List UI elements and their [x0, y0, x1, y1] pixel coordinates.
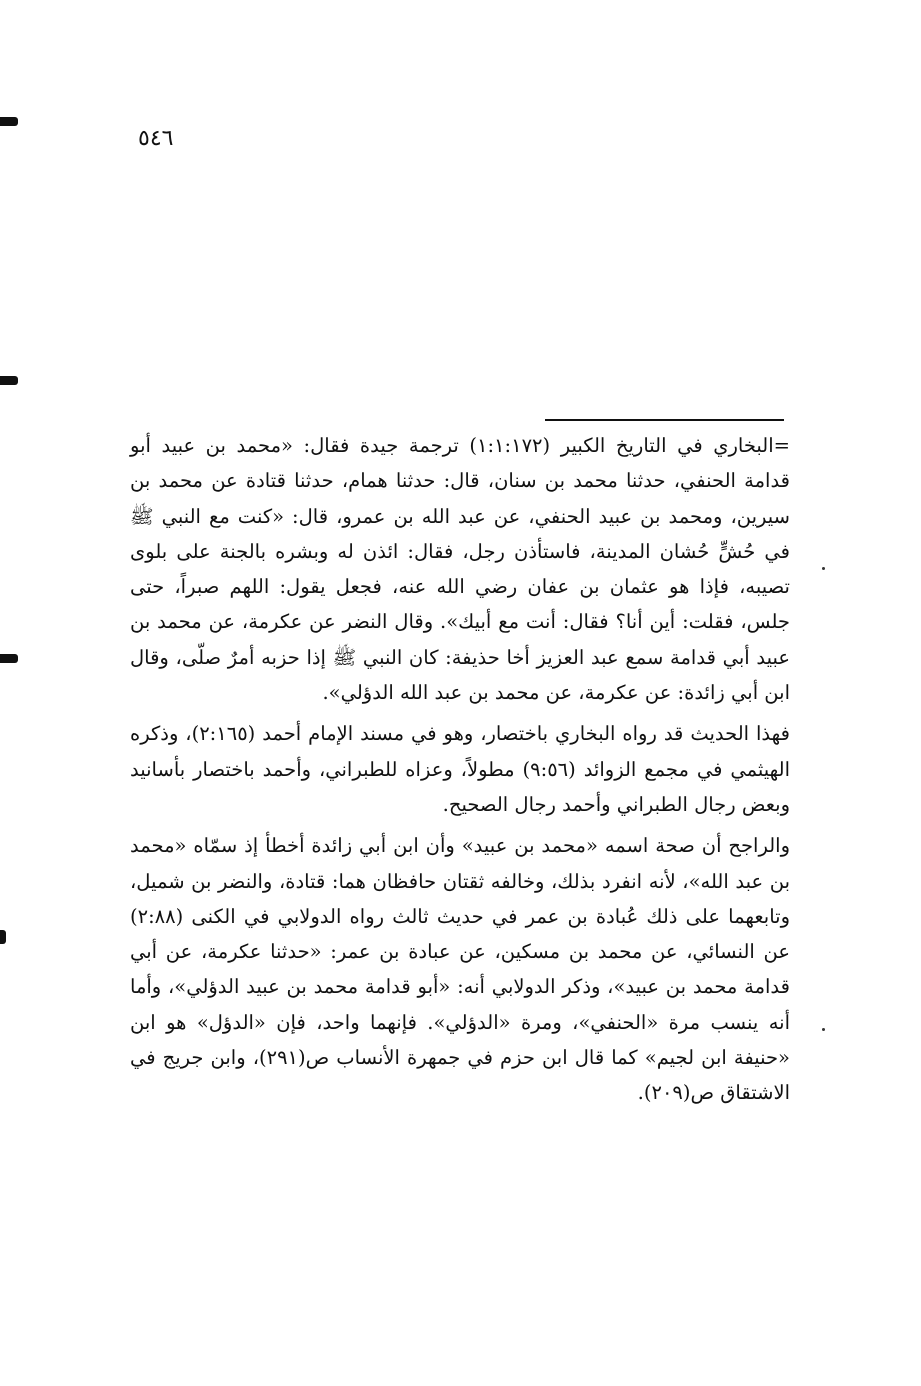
scan-speck [822, 1028, 825, 1031]
scan-edge-mark-bottom [0, 930, 6, 944]
page-number: ٥٤٦ [138, 126, 174, 151]
footnote-separator-rule [545, 419, 784, 421]
footnote-paragraph-2: فهذا الحديث قد رواه البخاري باختصار، وهو في مسند الإمام أحمد (٢:١٦٥)، وذكره الهيثمي في مجمع الزوائد (٩:٥٦) مطولاً، وعزاه للطبراني، وأحمد باختصار بأسانيد وبعض رجال الطبراني وأحمد رجال الصحيح. [130, 722, 790, 816]
scan-edge-mark-top [0, 117, 18, 126]
scan-speck [822, 567, 825, 570]
footnote-paragraph-3: والراجح أن صحة اسمه «محمد بن عبيد» وأن ابن أبي زائدة أخطأ إذ سمّاه «محمد بن عبد الله»، لأنه انفرد بذلك، وخالفه ثقتان حافظان هما: قتادة، والنضر بن شميل، وتابعهما على ذلك عُبادة بن عمر في حديث ثالث رواه الدولابي في الكنى (٢:٨٨) عن النسائي، عن محمد بن مسكين، عن عبادة بن عمر: «حدثنا عكرمة، عن أبي قدامة محمد بن عبيد»، وذكر الدولابي أنه: «أبو قدامة محمد بن عبيد الدؤلي»، وأما أنه ينسب مرة «الحنفي»، ومرة «الدؤلي». فإنهما واحد، فإن «الدؤل» هو ابن «حنيفة ابن لجيم» كما قال ابن حزم في جمهرة الأنساب ص(٢٩١)، وابن جريج في الاشتقاق ص(٢٠٩). [130, 834, 790, 1105]
scan-edge-mark-middle [0, 376, 18, 385]
footnote-paragraph-1: =البخاري في التاريخ الكبير (١:١:١٧٢) ترجمة جيدة فقال: «محمد بن عبيد أبو قدامة الحنفي، حدثنا محمد بن سنان، قال: حدثنا همام، حدثنا قتادة عن محمد بن سيرين، ومحمد بن عبيد الحنفي، عن عبد الله بن عمرو، قال: «كنت مع النبي ﷺ في حُشٍّ حُشان المدينة، فاستأذن رجل، فقال: ائذن له وبشره بالجنة على بلوى تصيبه، فإذا هو عثمان بن عفان رضي الله عنه، فجعل يقول: اللهم صبراً، حتى جلس، فقلت: أين أنا؟ فقال: أنت مع أبيك». وقال النضر عن عكرمة، عن محمد بن عبيد أبي قدامة سمع عبد العزيز أخا حذيفة: كان النبي ﷺ إذا حزبه أمرٌ صلّى، وقال ابن أبي زائدة: عن عكرمة، عن محمد بن عبد الله الدؤلي». [130, 434, 790, 705]
scan-edge-mark-lower [0, 654, 18, 663]
footnote-text [130, 428, 790, 1111]
